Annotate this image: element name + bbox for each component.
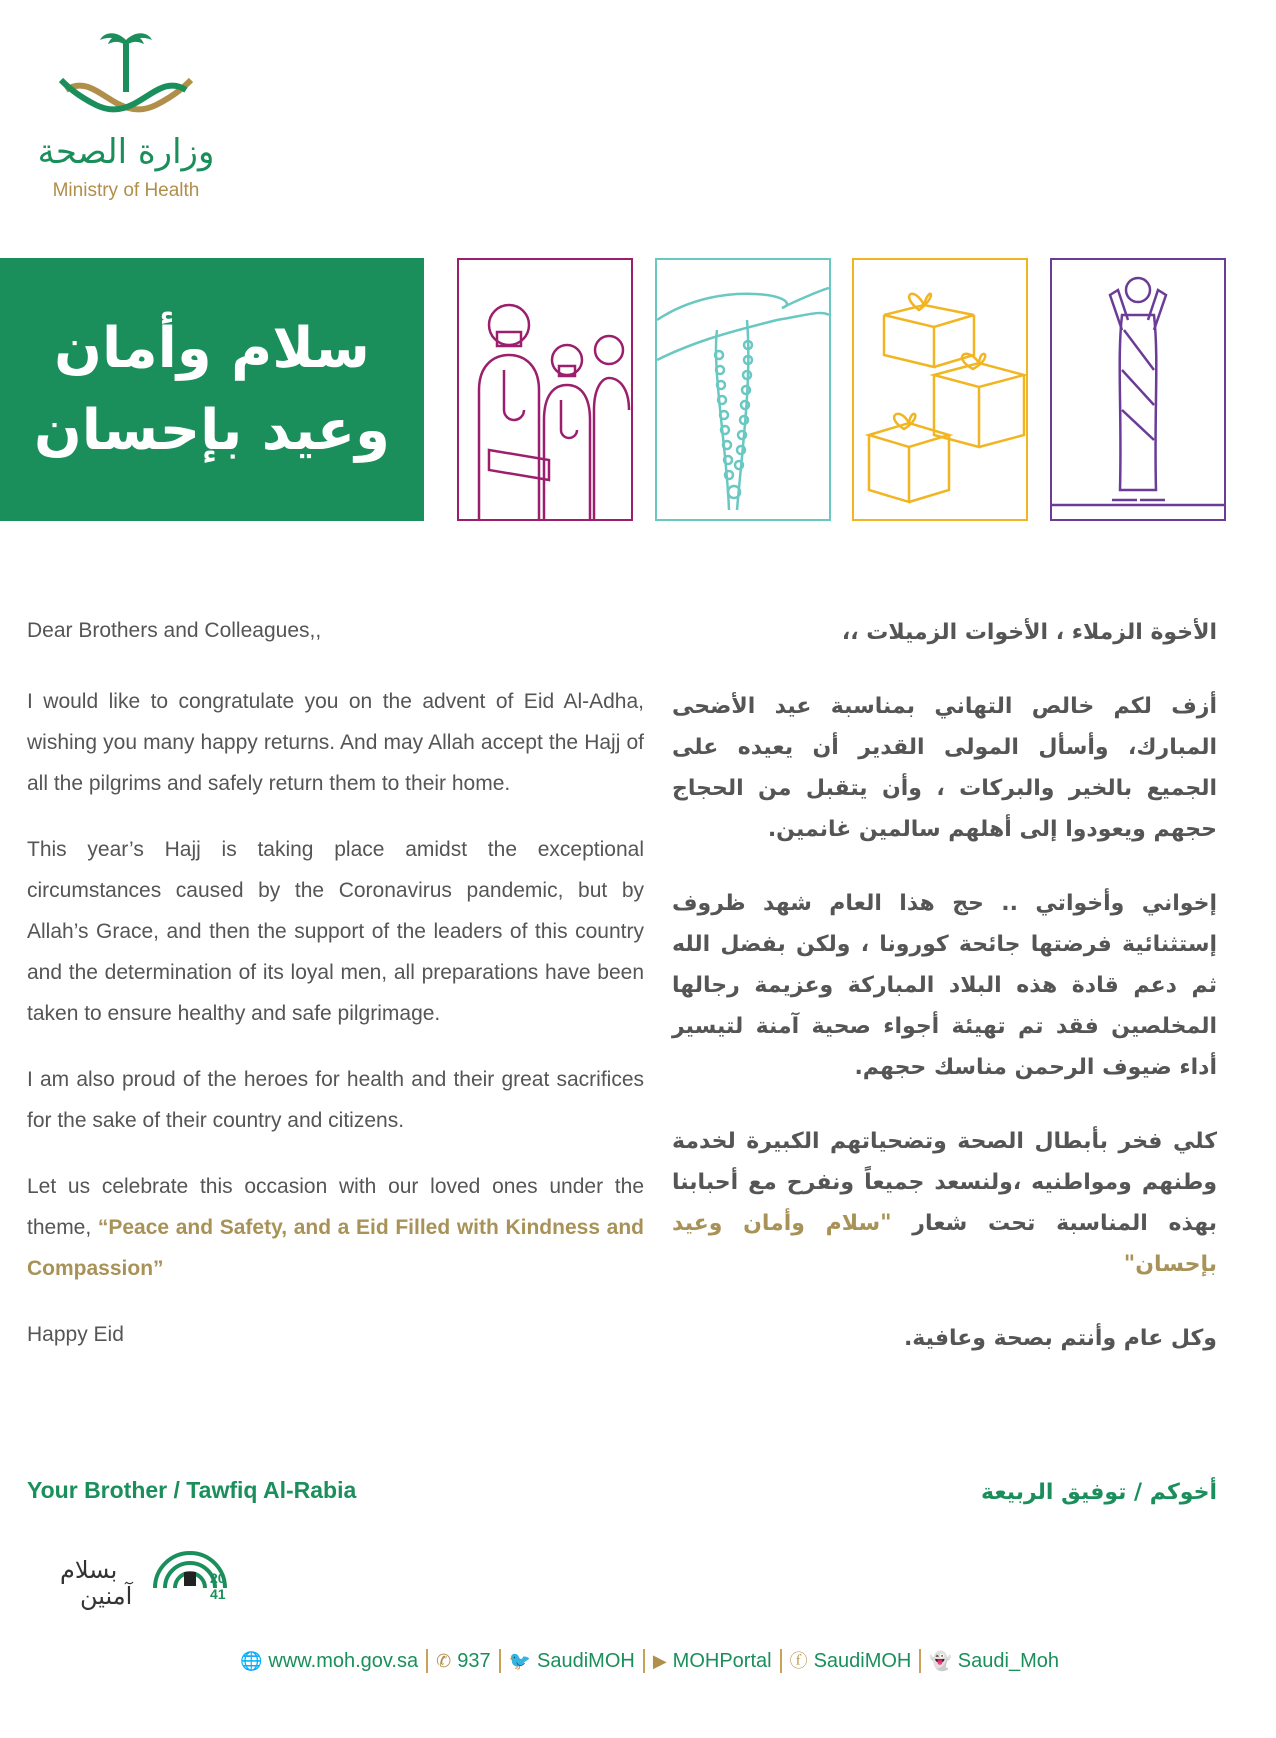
snapchat-icon: 👻 (929, 1651, 952, 1671)
praying-pilgrim-illustration-icon (1052, 260, 1224, 519)
arabic-paragraph-2: إخواني وأخواتي .. حج هذا العام شهد ظروف إستثنائية فرضتها جائحة كورونا ، ولكن بفضل الله ثم دعم قادة هذه البلاد المباركة وعزيمة رجالها المخلصين فقد تم تهيئة أجواء صحية آمنة لتيسير أداء ضيوف الرحمن مناسك حجهم. (672, 891, 1217, 1080)
arabic-paragraph-1: أزف لكم خالص التهاني بمناسبة عيد الأضحى المبارك، وأسأل المولى القدير أن يعيده على الجميع بالخير والبركات ، وأن يتقبل من الحجاج حجهم ويعودوا إلى أهلهم سالمين غانمين. (672, 694, 1217, 842)
twitter-icon: 🐦 (508, 1651, 531, 1671)
footer-youtube[interactable] (645, 1649, 782, 1673)
banner-line-2: وعيد بإحسان (34, 398, 390, 463)
banner-line-1: سلام وأمان (54, 316, 370, 381)
footer-twitter-text: SaudiMOH (537, 1650, 635, 1672)
english-greeting: Dear Brothers and Colleagues,, (27, 619, 322, 642)
footer-youtube-text: MOHPortal (672, 1650, 772, 1672)
english-paragraph-1: I would like to congratulate you on the advent of Eid Al-Adha, wishing you many happy returns. And may Allah accept the Hajj of all the pilgrims and safely return them to their home. (27, 690, 644, 795)
youtube-icon: ▶ (652, 1651, 667, 1671)
arabic-signature: أخوكم / توفيق الربيعة (980, 1480, 1217, 1505)
arabic-greeting: الأخوة الزملاء ، الأخوات الزميلات ،، (841, 620, 1217, 645)
emblem-year-bottom: 41 (210, 1586, 226, 1602)
arabic-closing: وكل عام وأنتم بصحة وعافية. (903, 1326, 1217, 1351)
bisalam-aminin-emblem (60, 1518, 240, 1618)
english-closing: Happy Eid (27, 1323, 124, 1346)
footer-snapchat[interactable] (921, 1649, 1067, 1673)
english-letter (27, 610, 644, 1503)
panel-prayer-beads (655, 258, 831, 521)
footer-website-text: www.moh.gov.sa (268, 1650, 419, 1672)
english-paragraph-4 (27, 1166, 644, 1289)
emblem-text-line-1: بسلام (60, 1556, 118, 1584)
footer-facebook-text: SaudiMOH (813, 1650, 912, 1672)
english-paragraph-2: This year’s Hajj is taking place amidst the exceptional circumstances caused by the Coronavirus pandemic, but by Allah’s Grace, and then the support of the leaders of this country and the determination of its loyal men, all preparations have been taken to ensure healthy and safe pilgrimage. (27, 838, 644, 1025)
english-signature: Your Brother / Tawfiq Al-Rabia (27, 1477, 357, 1503)
panel-gifts (852, 258, 1028, 521)
arabic-paragraph-3-lead: كلي فخر بأبطال الصحة وتضحياتهم الكبيرة لخدمة وطنهم ومواطنيه ،ولنسعد جميعاً ونفرح مع أحبابنا بهذه المناسبة تحت شعار (672, 1129, 1217, 1236)
gift-boxes-illustration-icon (854, 260, 1026, 519)
emblem-year (210, 1570, 226, 1602)
arabic-theme-highlight: "سلام وأمان وعيد بإحسان" (672, 1211, 1217, 1277)
logo-english-text: Ministry of Health (52, 180, 200, 201)
phone-icon: ✆ (436, 1651, 452, 1671)
footer-snapchat-text: Saudi_Moh (957, 1650, 1059, 1672)
health-workers-illustration-icon (459, 260, 631, 519)
globe-icon: 🌐 (240, 1651, 263, 1671)
english-paragraph-4-lead: Let us celebrate this occasion with our loved ones under the theme, (27, 1175, 644, 1239)
panel-health-workers (457, 258, 633, 521)
footer-website[interactable] (232, 1649, 428, 1673)
logo-arabic-text: وزارة الصحة (37, 132, 215, 172)
panel-pilgrim (1050, 258, 1226, 521)
eid-banner (0, 258, 424, 521)
arabic-letter (672, 612, 1217, 1505)
footer-phone-text: 937 (457, 1650, 491, 1672)
english-paragraph-3: I am also proud of the heroes for health and their great sacrifices for the sake of their country and citizens. (27, 1068, 644, 1132)
footer-phone[interactable] (428, 1649, 500, 1673)
arabic-paragraph-3 (672, 1121, 1217, 1285)
prayer-beads-hand-illustration-icon (657, 260, 829, 519)
emblem-year-top: 20 (210, 1570, 226, 1586)
palm-swords-emblem-icon (56, 30, 196, 130)
english-theme-highlight: “Peace and Safety, and a Eid Filled with Kindness and Compassion” (27, 1216, 644, 1280)
emblem-text-line-2: آمنين (80, 1582, 133, 1610)
footer-facebook[interactable] (782, 1649, 922, 1673)
footer-twitter[interactable] (501, 1649, 645, 1673)
moh-logo (36, 30, 226, 200)
contact-footer (232, 1646, 1067, 1676)
facebook-icon: ⓕ (789, 1651, 808, 1671)
